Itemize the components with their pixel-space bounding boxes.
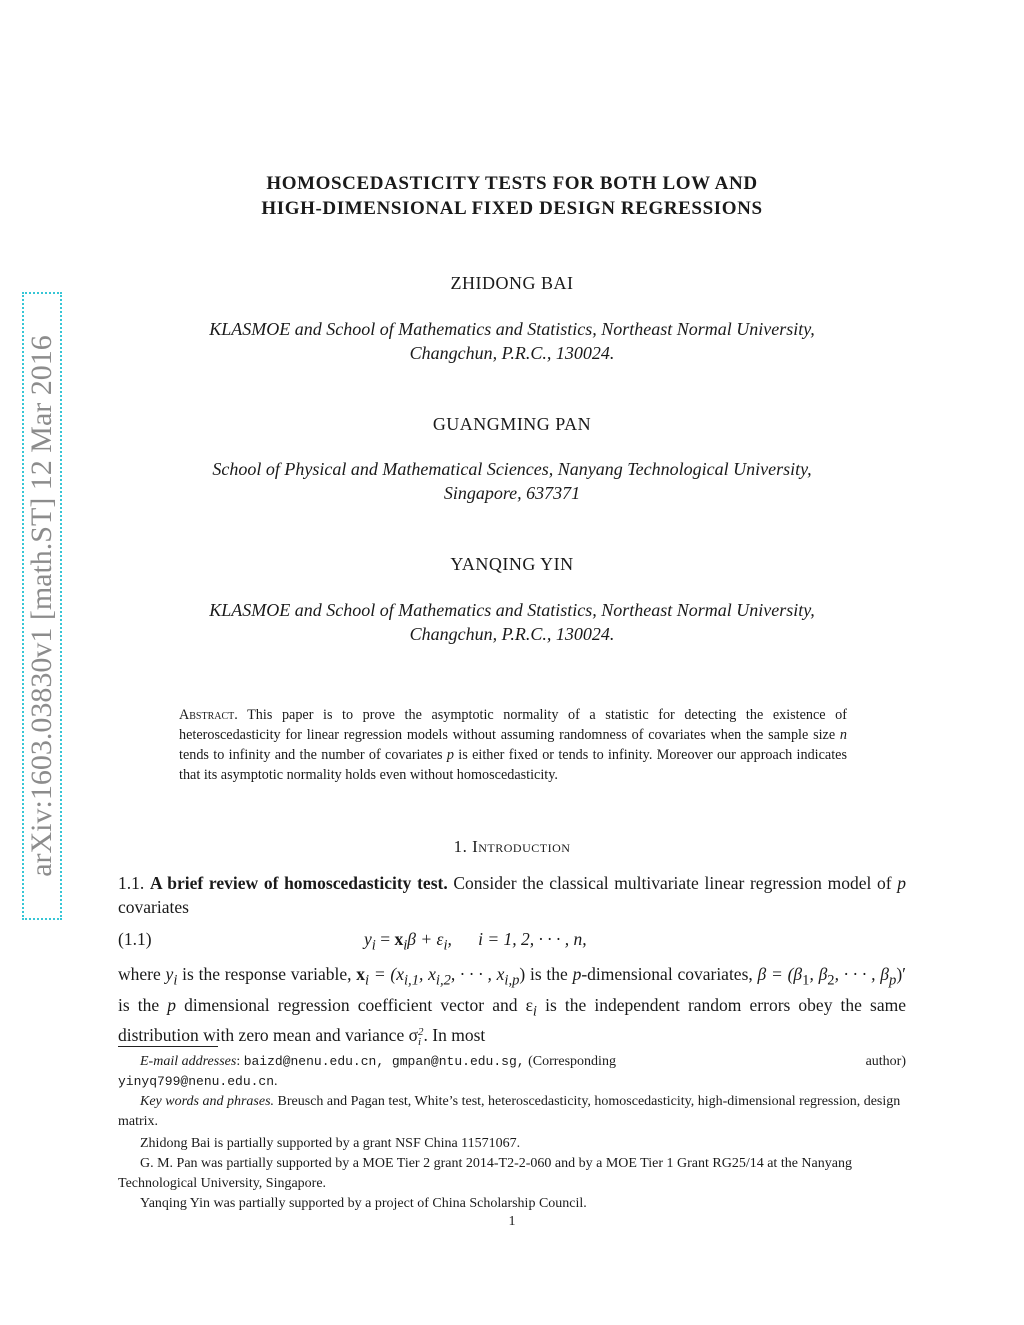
eq-x-sub: i bbox=[403, 937, 408, 954]
abstract bbox=[179, 705, 847, 785]
footnote-rule bbox=[118, 1046, 218, 1047]
para-xi-sub: i bbox=[364, 972, 370, 989]
subsection-text-1: Consider the classical multivariate linear regression model of bbox=[447, 873, 898, 893]
para-sig-sup: 2 bbox=[418, 1025, 424, 1038]
para-b2: 2 bbox=[827, 972, 835, 989]
para-t9: )′ is the bbox=[118, 964, 906, 1015]
eq-beta-eps: β + ε bbox=[407, 929, 444, 949]
eq-range: , i = 1, 2, · · · , n, bbox=[447, 929, 587, 949]
section-heading bbox=[0, 837, 1024, 857]
abstract-n: n bbox=[839, 727, 847, 743]
affiliation-2-line-1: School of Physical and Mathematical Sciences, Nanyang Technological University, bbox=[212, 459, 812, 479]
para-p2: p bbox=[167, 994, 177, 1015]
para-t3-sub2: i,2 bbox=[435, 972, 451, 989]
email-colon: : bbox=[236, 1054, 244, 1069]
eq-eps-sub: i bbox=[443, 937, 448, 954]
subsection-number: 1.1. bbox=[118, 873, 145, 893]
author-name-3: YANQING YIN bbox=[450, 554, 574, 574]
keywords-label: Key words and phrases. bbox=[140, 1094, 275, 1109]
corresponding-close: author) bbox=[865, 1054, 906, 1069]
para-t6: β = (β bbox=[757, 964, 803, 984]
para-ei: i bbox=[532, 1003, 537, 1019]
para-t3c: , · · · , x bbox=[450, 964, 505, 984]
main-paragraph bbox=[118, 962, 906, 1047]
footnote-email-3 bbox=[118, 1072, 906, 1092]
para-t3-sub3: i,p bbox=[504, 972, 520, 989]
para-t1: where bbox=[118, 964, 166, 984]
footnote-emails-left bbox=[118, 1052, 616, 1072]
para-t10: dimensional regression coefficient vector and ε bbox=[176, 994, 533, 1015]
para-b1: 1 bbox=[802, 972, 810, 989]
footnote-support-yin: Yanqing Yin was partially supported by a project of China Scholarship Council. bbox=[140, 1196, 587, 1211]
footnote-emails bbox=[118, 1052, 906, 1072]
equation-1-1 bbox=[118, 929, 906, 955]
para-t2: is the response variable, bbox=[177, 964, 357, 984]
abstract-text-1: This paper is to prove the asymptotic normality of a statistic for detecting the existence of heteroscedasticity for linear regression models without assuming randomness of covariates when the sample size bbox=[179, 707, 847, 743]
equation-body bbox=[364, 929, 587, 955]
arxiv-stamp-text: arXiv:1603.03830v1 [math.ST] 12 Mar 2016 bbox=[25, 335, 58, 877]
affiliation-1-line-2: Changchun, P.R.C., 130024. bbox=[409, 343, 615, 363]
eq-y-sub: i bbox=[371, 937, 376, 954]
eq-x: x bbox=[394, 929, 404, 949]
para-t3: = (x bbox=[369, 964, 404, 984]
para-t8: , · · · , β bbox=[834, 964, 890, 984]
affiliation-3-line-2: Changchun, P.R.C., 130024. bbox=[409, 624, 615, 644]
abstract-text-2: tends to infinity and the number of covariates bbox=[179, 747, 447, 763]
affiliation-2-line-2: Singapore, 637371 bbox=[443, 483, 581, 503]
author-affiliation-2 bbox=[0, 457, 1024, 505]
footnote-keywords bbox=[118, 1092, 906, 1132]
subsection-text-2: covariates bbox=[118, 897, 189, 917]
abstract-label: Abstract. bbox=[179, 707, 238, 723]
eq-equals: = bbox=[375, 929, 395, 949]
abstract-p: p bbox=[446, 747, 454, 763]
eq-y: y bbox=[364, 929, 372, 949]
keywords-text: Breusch and Pagan test, White’s test, heteroscedasticity, homoscedasticity, high-dimensional regression, design matrix. bbox=[118, 1094, 901, 1129]
para-yi: y bbox=[165, 964, 174, 984]
author-affiliation-1 bbox=[0, 317, 1024, 365]
para-t5: -dimensional covariates, bbox=[581, 964, 758, 984]
para-bp: p bbox=[889, 972, 897, 989]
section-title: Introduction bbox=[472, 837, 571, 856]
para-t11: is the independent random errors obey the same distribution with zero mean and variance σ bbox=[118, 994, 906, 1045]
paper-title bbox=[0, 171, 1024, 221]
para-p1: p bbox=[572, 964, 582, 984]
para-t3-sub1: i,1 bbox=[404, 972, 419, 989]
footnotes bbox=[118, 1052, 906, 1214]
email-3[interactable]: yinyq799@nenu.edu.cn bbox=[118, 1074, 275, 1089]
affiliation-3-line-1: KLASMOE and School of Mathematics and Statistics, Northeast Normal University, bbox=[209, 600, 815, 620]
title-line-1: HOMOSCEDASTICITY TESTS FOR BOTH LOW AND bbox=[266, 173, 758, 194]
subsection-p: p bbox=[897, 873, 906, 893]
para-t12: . In most bbox=[423, 1025, 486, 1045]
page-number: 1 bbox=[508, 1214, 516, 1229]
subsection-paragraph bbox=[118, 871, 906, 919]
corresponding-open: (Corresponding bbox=[524, 1054, 616, 1069]
footnote-support-pan: G. M. Pan was partially supported by a MOE Tier 2 grant 2014-T2-2-060 and by a MOE Tier 1 Grant RG25/14 at the Nanyang Technological University, Singapore. bbox=[118, 1156, 852, 1191]
email-label: E-mail addresses bbox=[140, 1054, 237, 1069]
para-yi-sub: i bbox=[173, 972, 178, 989]
para-sig-sub: i bbox=[418, 1035, 422, 1048]
footnote-support-bai: Zhidong Bai is partially supported by a grant NSF China 11571067. bbox=[140, 1136, 521, 1151]
title-line-2: HIGH-DIMENSIONAL FIXED DESIGN REGRESSIONS bbox=[261, 198, 763, 219]
para-t4: ) is the bbox=[519, 964, 573, 984]
subsection-title: A brief review of homoscedasticity test. bbox=[149, 873, 448, 893]
section-number: 1. bbox=[453, 837, 468, 856]
equation-label: (1.1) bbox=[118, 929, 152, 949]
para-xi: x bbox=[356, 964, 365, 984]
author-name-1: ZHIDONG BAI bbox=[450, 273, 574, 293]
para-t7: , β bbox=[809, 964, 828, 984]
author-affiliation-3 bbox=[0, 598, 1024, 646]
para-t3b: , x bbox=[418, 964, 436, 984]
email-list[interactable]: baizd@nenu.edu.cn, gmpan@ntu.edu.sg, bbox=[243, 1054, 525, 1069]
email-3-end: . bbox=[274, 1074, 278, 1089]
abstract-text-3: is either fixed or tends to infinity. Moreover our approach indicates that its asymptotic normality holds even without homoscedasticity. bbox=[179, 747, 847, 783]
affiliation-1-line-1: KLASMOE and School of Mathematics and Statistics, Northeast Normal University, bbox=[209, 319, 815, 339]
author-name-2: GUANGMING PAN bbox=[432, 414, 592, 434]
